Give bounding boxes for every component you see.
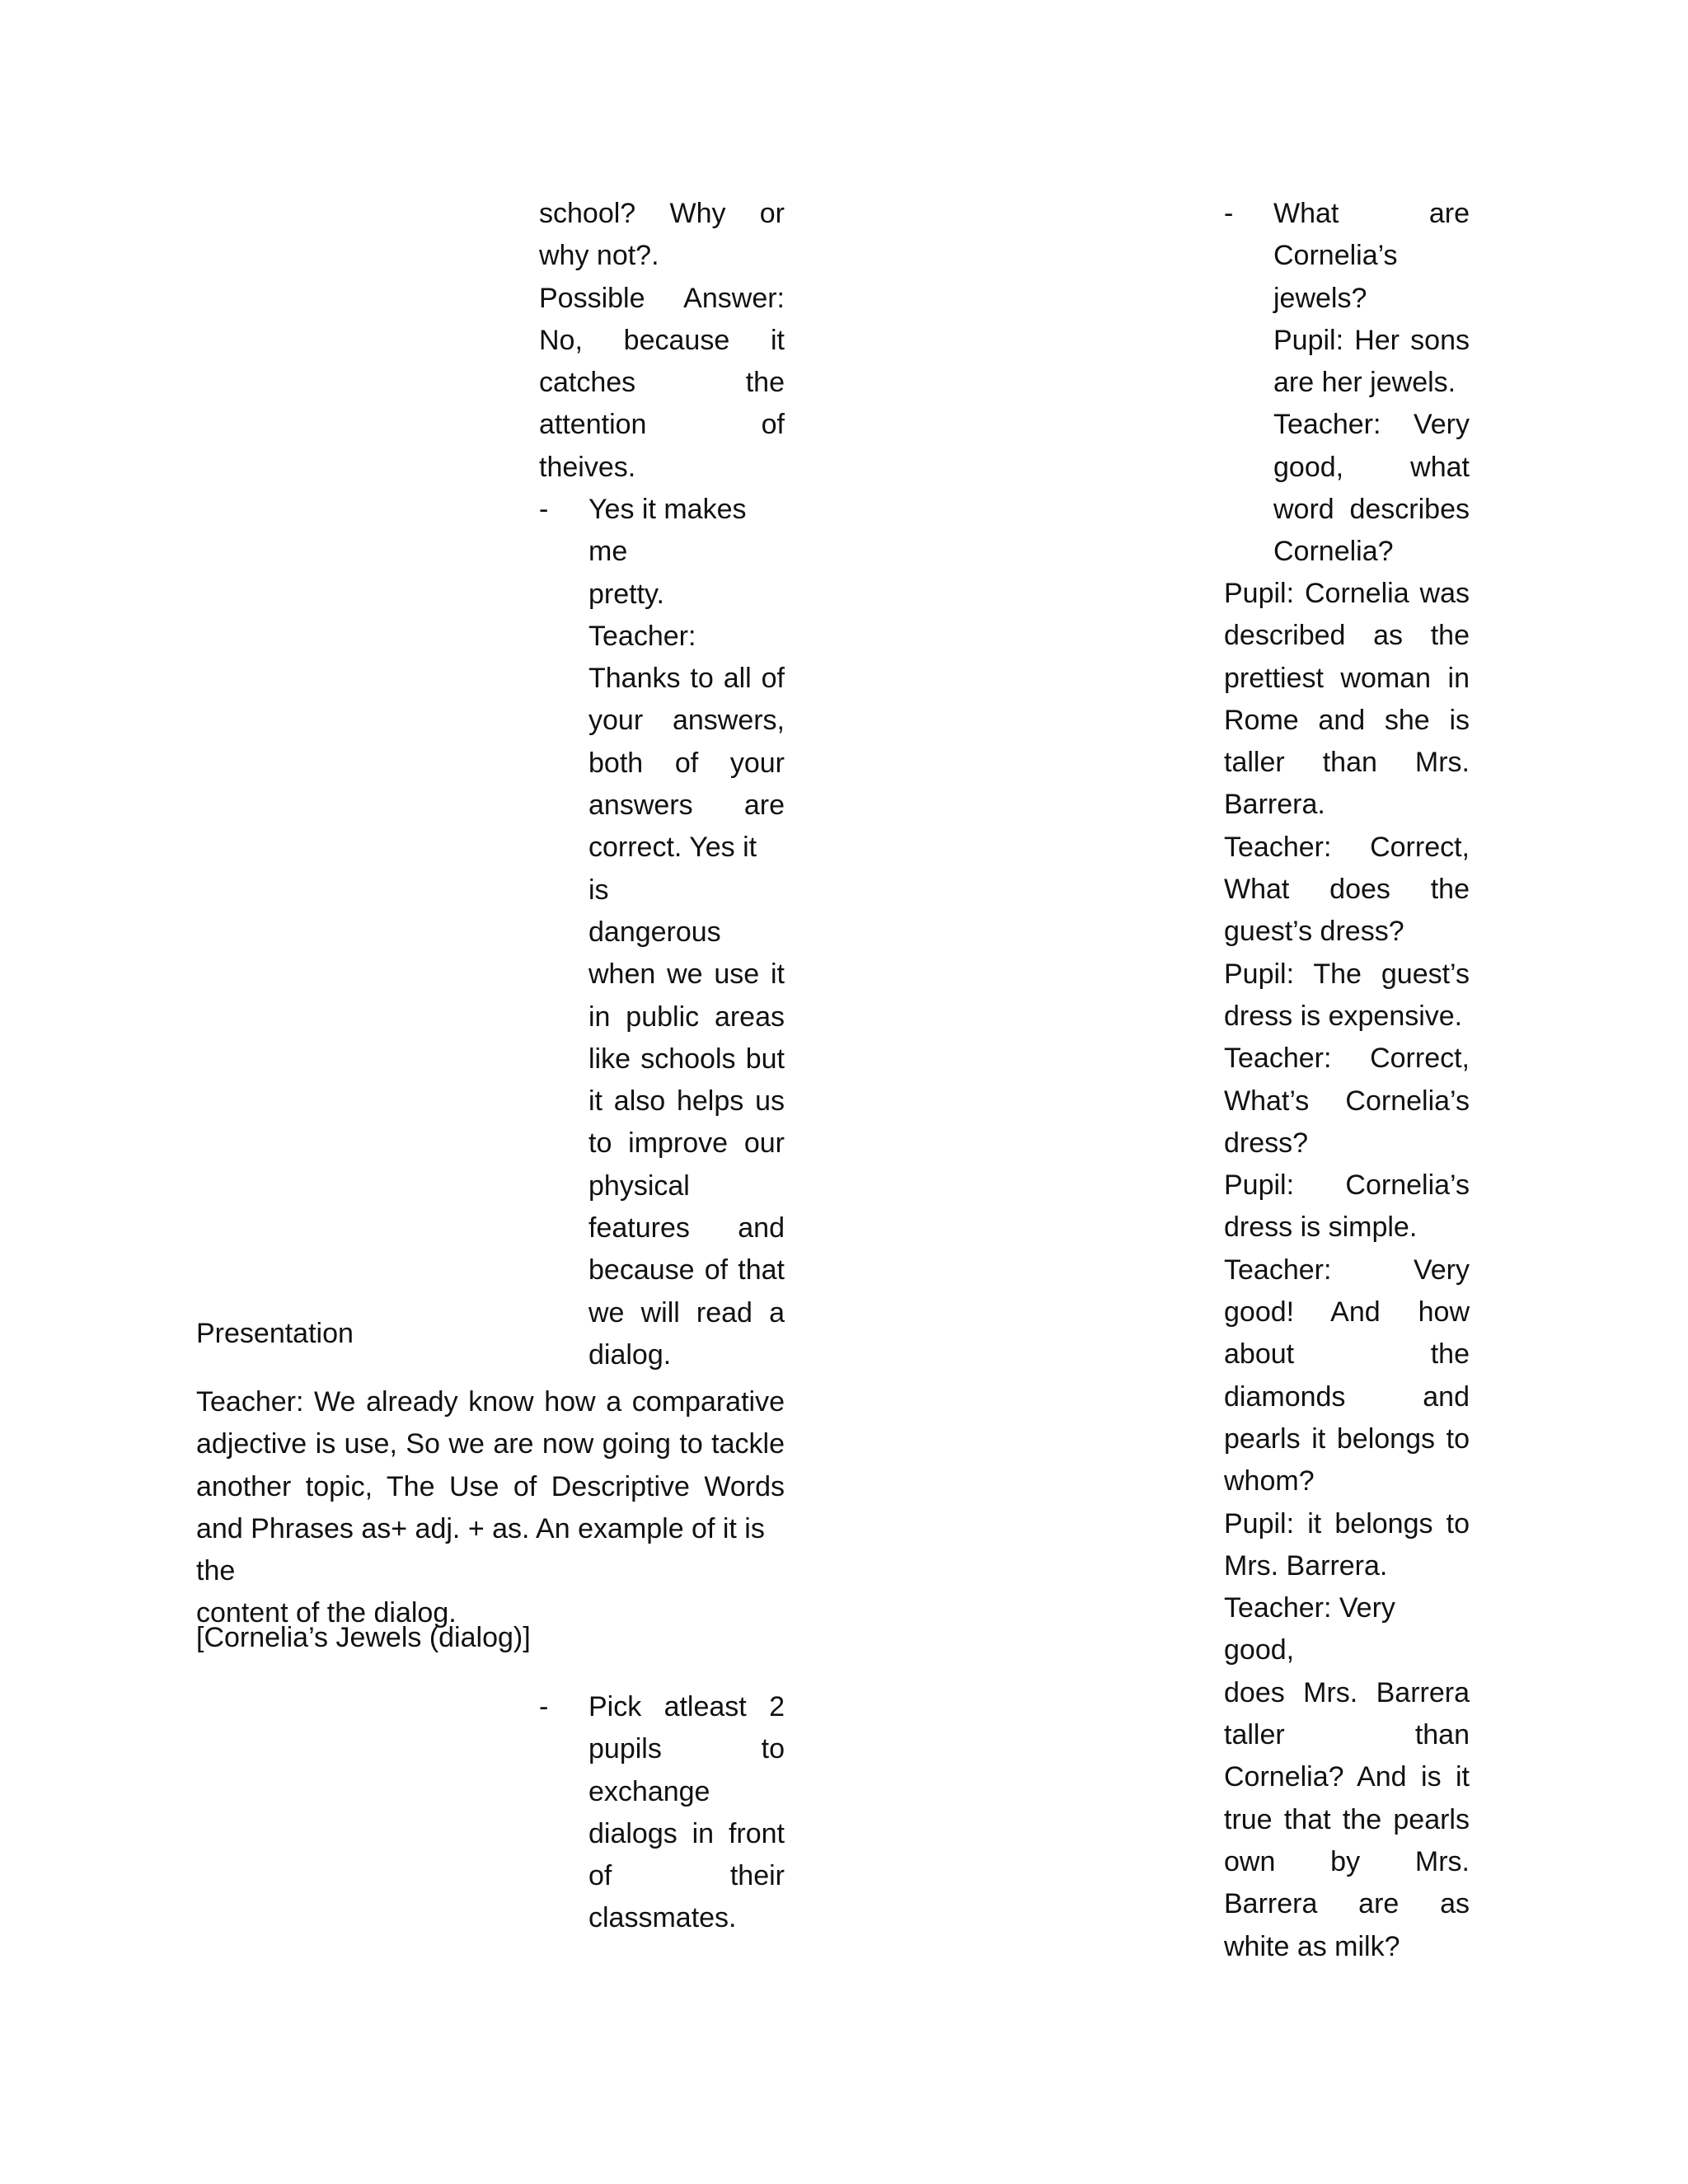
text-line: theives. — [539, 451, 636, 483]
text-line: like schools but — [588, 1043, 785, 1075]
text-line: whom? — [1224, 1465, 1315, 1497]
text-line: What does the — [1224, 874, 1470, 906]
text-line: classmates. — [588, 1902, 737, 1934]
text-line: taller than — [1224, 1719, 1470, 1751]
presentation-heading — [196, 1313, 785, 1355]
text-line: because of that — [588, 1254, 785, 1286]
text-line: in public areas — [588, 1001, 785, 1033]
text-line: dress is simple. — [1224, 1212, 1418, 1244]
left-bullet1-block — [588, 489, 785, 1376]
section-heading: Presentation — [196, 1318, 354, 1349]
text-line: dress? — [1224, 1127, 1309, 1159]
text-line: dangerous — [588, 916, 721, 948]
text-line: What’s Cornelia’s — [1224, 1085, 1470, 1117]
text-line: dialogs in front — [588, 1817, 785, 1849]
text-line: does Mrs. Barrera — [1224, 1676, 1470, 1708]
text-line: are her jewels. — [1273, 367, 1456, 399]
right-bullet-block — [1273, 193, 1470, 574]
text-line: good! And how — [1224, 1296, 1470, 1329]
text-line: Barrera. — [1224, 789, 1325, 821]
text-line: dialog. — [588, 1338, 672, 1371]
text-line: own by Mrs. — [1224, 1845, 1470, 1877]
text-line: Cornelia? And is it — [1224, 1761, 1470, 1793]
text-line: What are — [1273, 198, 1470, 229]
text-line: Pupil: Her sons — [1273, 324, 1470, 356]
text-line: Teacher: Correct, — [1224, 1043, 1470, 1075]
text-line: Pupil: it belongs to — [1224, 1507, 1470, 1540]
bullet-dash: - — [1224, 198, 1234, 229]
text-line: about the — [1224, 1338, 1470, 1371]
text-line: Teacher: We already know how a comparative — [196, 1386, 785, 1418]
text-line: Rome and she is — [1224, 704, 1470, 736]
text-line: prettiest woman in — [1224, 662, 1470, 694]
text-line: Teacher: Very — [1224, 1254, 1470, 1286]
text-line: jewels? — [1273, 282, 1367, 314]
presentation-paragraph — [196, 1381, 785, 1635]
text-line: Cornelia’s — [1273, 240, 1398, 272]
text-line: school? Why or — [539, 198, 785, 229]
text-line: attention of — [539, 409, 785, 441]
text-line: to improve our — [588, 1127, 785, 1160]
text-line: when we use it — [588, 958, 785, 991]
text-line: true that the pearls — [1224, 1803, 1470, 1835]
text-line: guest’s dress? — [1224, 916, 1404, 948]
text-line: and Phrases as+ adj. + as. An example of it is the — [196, 1512, 765, 1587]
text-line: pretty. — [588, 578, 664, 610]
text-line: why not?. — [539, 240, 659, 272]
text-line: content of the dialog. — [196, 1597, 457, 1629]
text-line: adjective is use, So we are now going to tackle — [196, 1428, 785, 1460]
left-bullet2-block — [588, 1686, 785, 1940]
text-line: physical — [588, 1169, 690, 1202]
text-line: Pupil: The guest’s — [1224, 958, 1470, 990]
text-line: Pupil: Cornelia was — [1224, 578, 1470, 609]
text-line: word describes — [1273, 494, 1470, 526]
text-line: pearls it belongs to — [1224, 1422, 1470, 1455]
text-line: Yes it makes me — [588, 494, 747, 568]
text-line: your answers, — [588, 705, 785, 737]
text-line: pupils to — [588, 1733, 785, 1765]
text-line: No, because it — [539, 324, 785, 356]
text-line: described as the — [1224, 620, 1470, 652]
bullet-dash: - — [539, 1691, 549, 1722]
text-line: another topic, The Use of Descriptive Words — [196, 1470, 785, 1502]
text-line: dress is expensive. — [1224, 1000, 1463, 1032]
text-line: it also helps us — [588, 1085, 785, 1118]
dialog-reference — [196, 1617, 785, 1659]
text-line: exchange — [588, 1775, 710, 1807]
text-line: catches the — [539, 367, 785, 399]
text-line: [Cornelia’s Jewels (dialog)] — [196, 1622, 531, 1653]
text-line: features and — [588, 1212, 785, 1244]
bullet-dash: - — [539, 494, 549, 525]
text-line: of their — [588, 1860, 785, 1892]
text-line: Cornelia? — [1273, 536, 1394, 568]
text-line: Teacher: Correct, — [1224, 831, 1470, 863]
text-line: we will read a — [588, 1296, 785, 1329]
text-line: Pick atleast 2 — [588, 1691, 785, 1722]
text-line: Pupil: Cornelia’s — [1224, 1169, 1470, 1202]
text-line: good, what — [1273, 451, 1470, 483]
text-line: Teacher: — [588, 620, 696, 652]
text-line: Barrera are as — [1224, 1888, 1470, 1920]
text-line: Possible Answer: — [539, 282, 785, 314]
text-line: Mrs. Barrera. — [1224, 1549, 1388, 1582]
text-line: both of your — [588, 747, 785, 779]
text-line: diamonds and — [1224, 1380, 1470, 1413]
left-top-block — [539, 193, 785, 489]
text-line: white as milk? — [1224, 1930, 1400, 1962]
right-body-block — [1224, 573, 1470, 1968]
text-line: Thanks to all of — [588, 663, 785, 695]
text-line: taller than Mrs. — [1224, 747, 1470, 779]
text-line: Teacher: Very — [1273, 409, 1470, 441]
text-line: answers are — [588, 790, 785, 822]
text-line: correct. Yes it is — [588, 832, 757, 906]
text-line: Teacher: Very good, — [1224, 1592, 1395, 1666]
